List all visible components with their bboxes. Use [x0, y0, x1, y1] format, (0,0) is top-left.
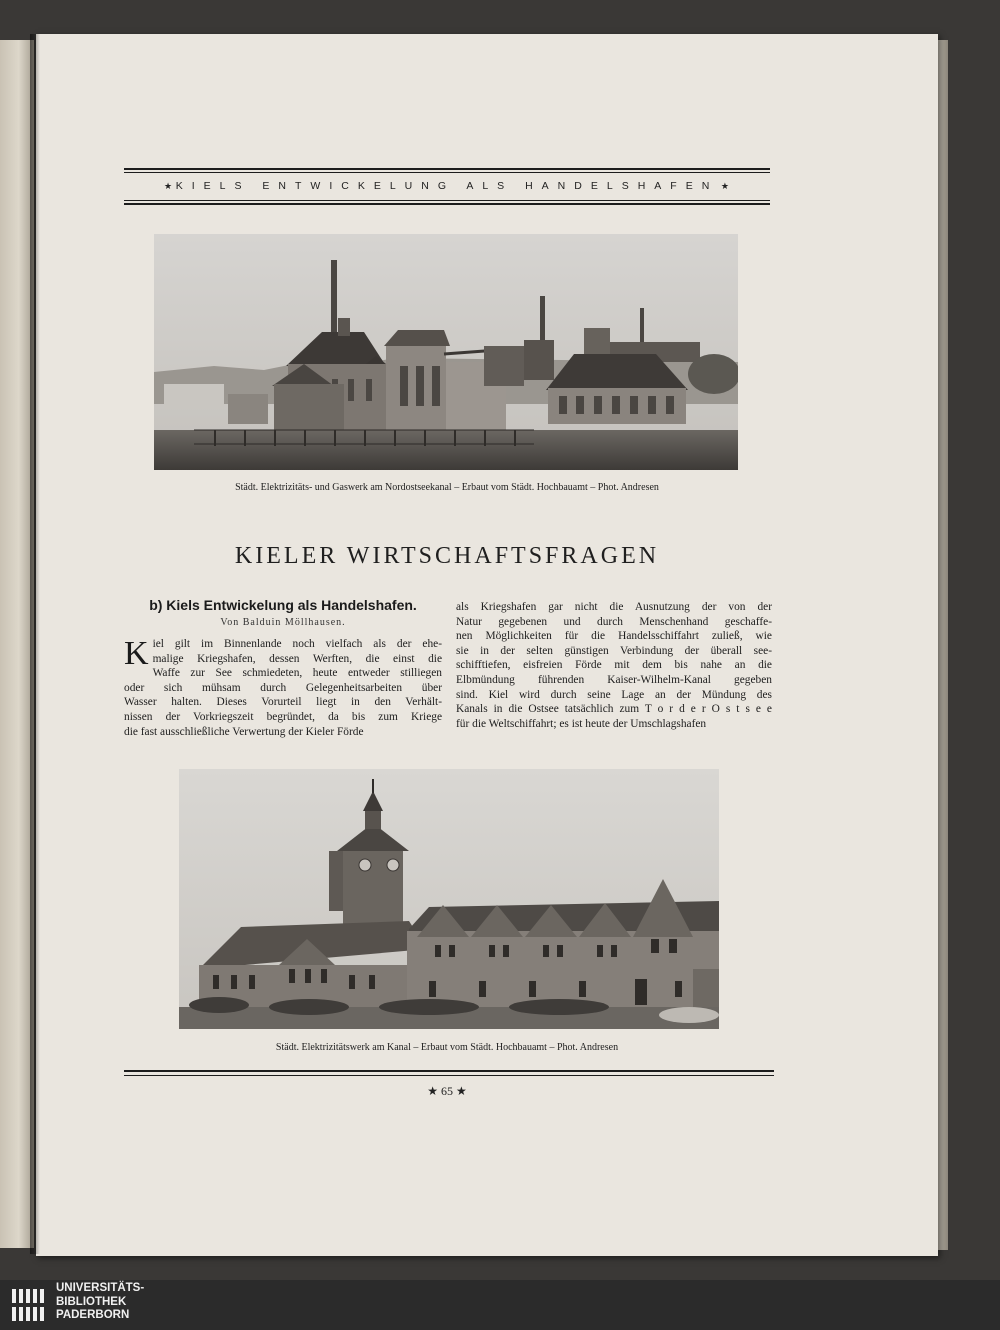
text-line: Waffe zur See schmiedeten, heute entweder stilliegen [152, 667, 442, 680]
library-logo-icon [10, 1285, 50, 1325]
text-line: Natur gegebenen und durch Menschenhand geschaffe- [456, 615, 772, 628]
page-number: ★ 65 ★ [427, 1084, 467, 1098]
footer-rule [124, 1070, 774, 1072]
text-line: nissen der Vorkriegszeit begründet, da bis zum Kriege [124, 710, 442, 723]
header-rule-top-thin [124, 172, 770, 173]
text-line: die fast ausschließliche Verwertung der Kieler Förde [124, 725, 364, 738]
drop-cap: K [124, 635, 149, 672]
left-page-edge [0, 40, 34, 1248]
text-line: sind. Kiel wird durch seine Lage an der Mündung des [456, 688, 772, 701]
library-logo-text [56, 1282, 166, 1323]
text-line: oder sich mühsam durch Gelegenheitsarbeiten über [124, 681, 442, 694]
star-ornament-left: ★ [164, 180, 174, 191]
running-head-title: KIELS ENTWICKELUNG ALS HANDELSHAFEN [175, 180, 719, 192]
header-rule-bottom-thin [124, 200, 770, 201]
logo-line: PADERBORN [56, 1309, 130, 1321]
section-heading: b) Kiels Entwickelung als Handelshafen. [149, 597, 417, 613]
text-line: iel gilt im Binnenlande noch vielfach als der ehe- [152, 638, 442, 650]
text-column-right [456, 600, 772, 731]
text-column-left [124, 637, 442, 739]
header-rule-top [124, 168, 770, 170]
text-line: malige Kriegshafen, dessen Werften, die einst die [152, 652, 442, 665]
footer-rule-thin [124, 1075, 774, 1076]
text-line: Kanals in die Ostsee tatsächlich zum T o r d e r O s t s e e [456, 703, 772, 716]
text-line: für die Weltschiffahrt; es ist heute der Umschlagshafen [456, 717, 707, 730]
photo-gasworks [154, 234, 738, 470]
photo-power-station [179, 769, 719, 1029]
photo-caption-top: Städt. Elektrizitäts- und Gaswerk am Nordostseekanal – Erbaut vom Städt. Hochbauamt – Phot. Andresen [235, 482, 659, 493]
logo-line: BIBLIOTHEK [56, 1295, 127, 1308]
text-line: als Kriegshafen gar nicht die Ausnutzung der von der [456, 601, 772, 613]
logo-line: UNIVERSITÄTS- [56, 1282, 145, 1294]
star-ornament-right: ★ [720, 180, 730, 191]
running-head [124, 175, 770, 197]
author-byline: Von Balduin Möllhausen. [220, 617, 346, 628]
right-page-edge [938, 40, 948, 1250]
text-line: nen Möglichkeiten für die Handelsschiffahrt zuließ, wie [456, 630, 772, 643]
spine-shadow [30, 34, 40, 1254]
text-line: sie in der selten günstigen Verbindung der überall see- [456, 644, 772, 657]
text-line: schifftiefen, eisfreien Förde mit dem bis nahe an die [456, 659, 772, 672]
text-line: Wasser halten. Dieses Vorurteil liegt in den Verhält- [124, 696, 442, 709]
header-rule-bottom [124, 203, 770, 205]
article-title: KIELER WIRTSCHAFTSFRAGEN [234, 543, 660, 569]
text-line: Elbmündung führenden Kaiser-Wilhelm-Kanal gegeben [456, 673, 772, 686]
photo-caption-bottom: Städt. Elektrizitätswerk am Kanal – Erbaut vom Städt. Hochbauamt – Phot. Andresen [275, 1042, 619, 1053]
